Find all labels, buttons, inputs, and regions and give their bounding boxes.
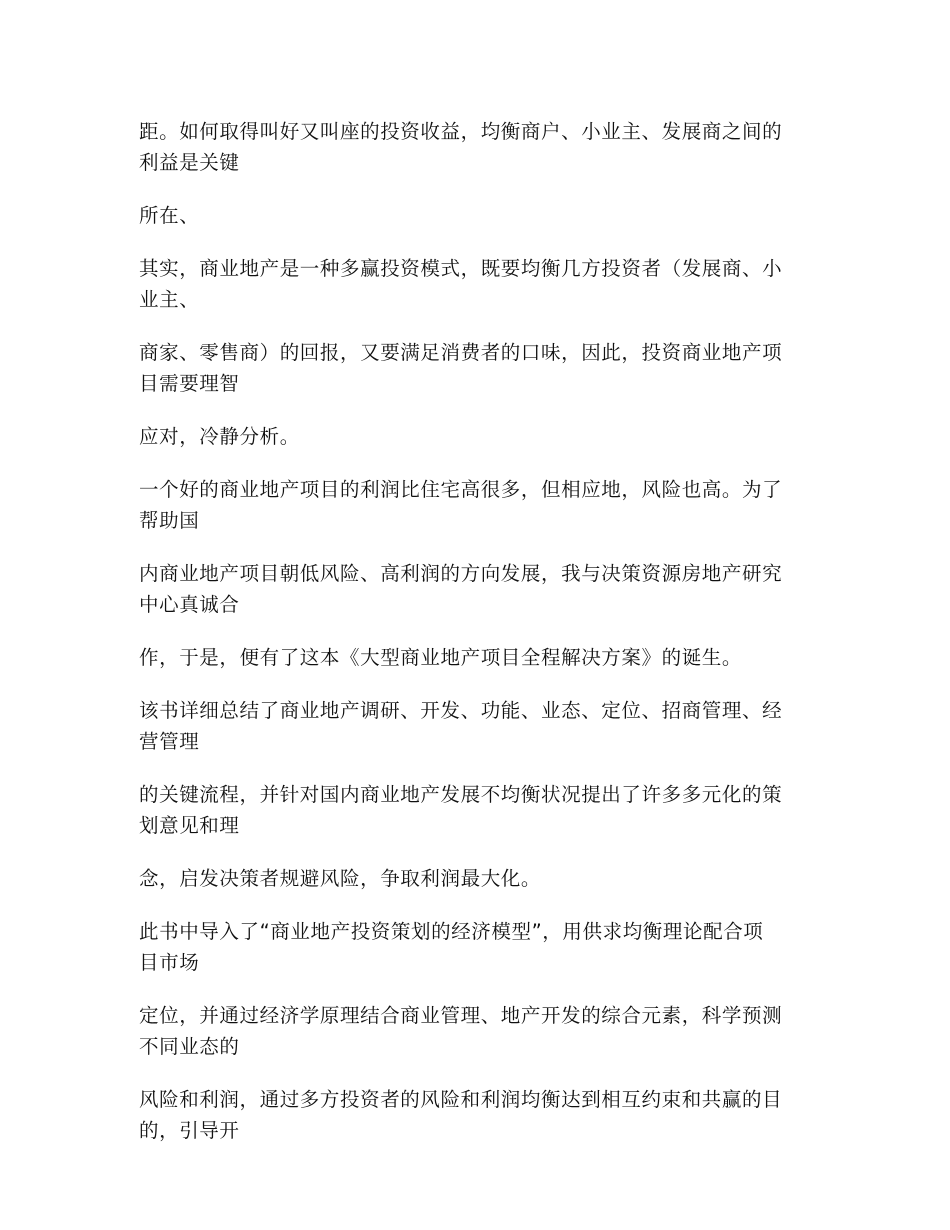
paragraph: 所在、 bbox=[139, 204, 200, 227]
paragraph: 内商业地产项目朝低风险、高利润的方向发展，我与决策资源房地产研究 中心真诚合 bbox=[139, 562, 783, 616]
paragraph: 其实，商业地产是一种多赢投资模式，既要均衡几方投资者（发展商、小 业主、 bbox=[139, 257, 783, 311]
paragraph: 一个好的商业地产项目的利润比住宅高很多，但相应地，风险也高。为了 帮助国 bbox=[139, 478, 783, 532]
document-body bbox=[139, 116, 819, 1168]
paragraph: 风险和利润，通过多方投资者的风险和利润均衡达到相互约束和共赢的目 的，引导开 bbox=[139, 1088, 783, 1142]
paragraph: 应对，冷静分析。 bbox=[139, 425, 300, 448]
paragraph: 此书中导入了“商业地产投资策划的经济模型”，用供求均衡理论配合项 目市场 bbox=[139, 920, 764, 974]
paragraph: 的关键流程，并针对国内商业地产发展不均衡状况提出了许多多元化的策 划意见和理 bbox=[139, 783, 783, 837]
paragraph: 念，启发决策者规避风险，争取利润最大化。 bbox=[139, 867, 542, 890]
paragraph: 定位，并通过经济学原理结合商业管理、地产开发的综合元素，科学预测 不同业态的 bbox=[139, 1004, 783, 1058]
paragraph: 作，于是，便有了这本《大型商业地产项目全程解决方案》的诞生。 bbox=[139, 646, 743, 669]
paragraph: 距。如何取得叫好又叫座的投资收益，均衡商户、小业主、发展商之间的 利益是关键 bbox=[139, 120, 783, 174]
paragraph: 该书详细总结了商业地产调研、开发、功能、业态、定位、招商管理、经 营管理 bbox=[139, 699, 783, 753]
paragraph: 商家、零售商）的回报，又要满足消费者的口味，因此，投资商业地产项 目需要理智 bbox=[139, 341, 783, 395]
